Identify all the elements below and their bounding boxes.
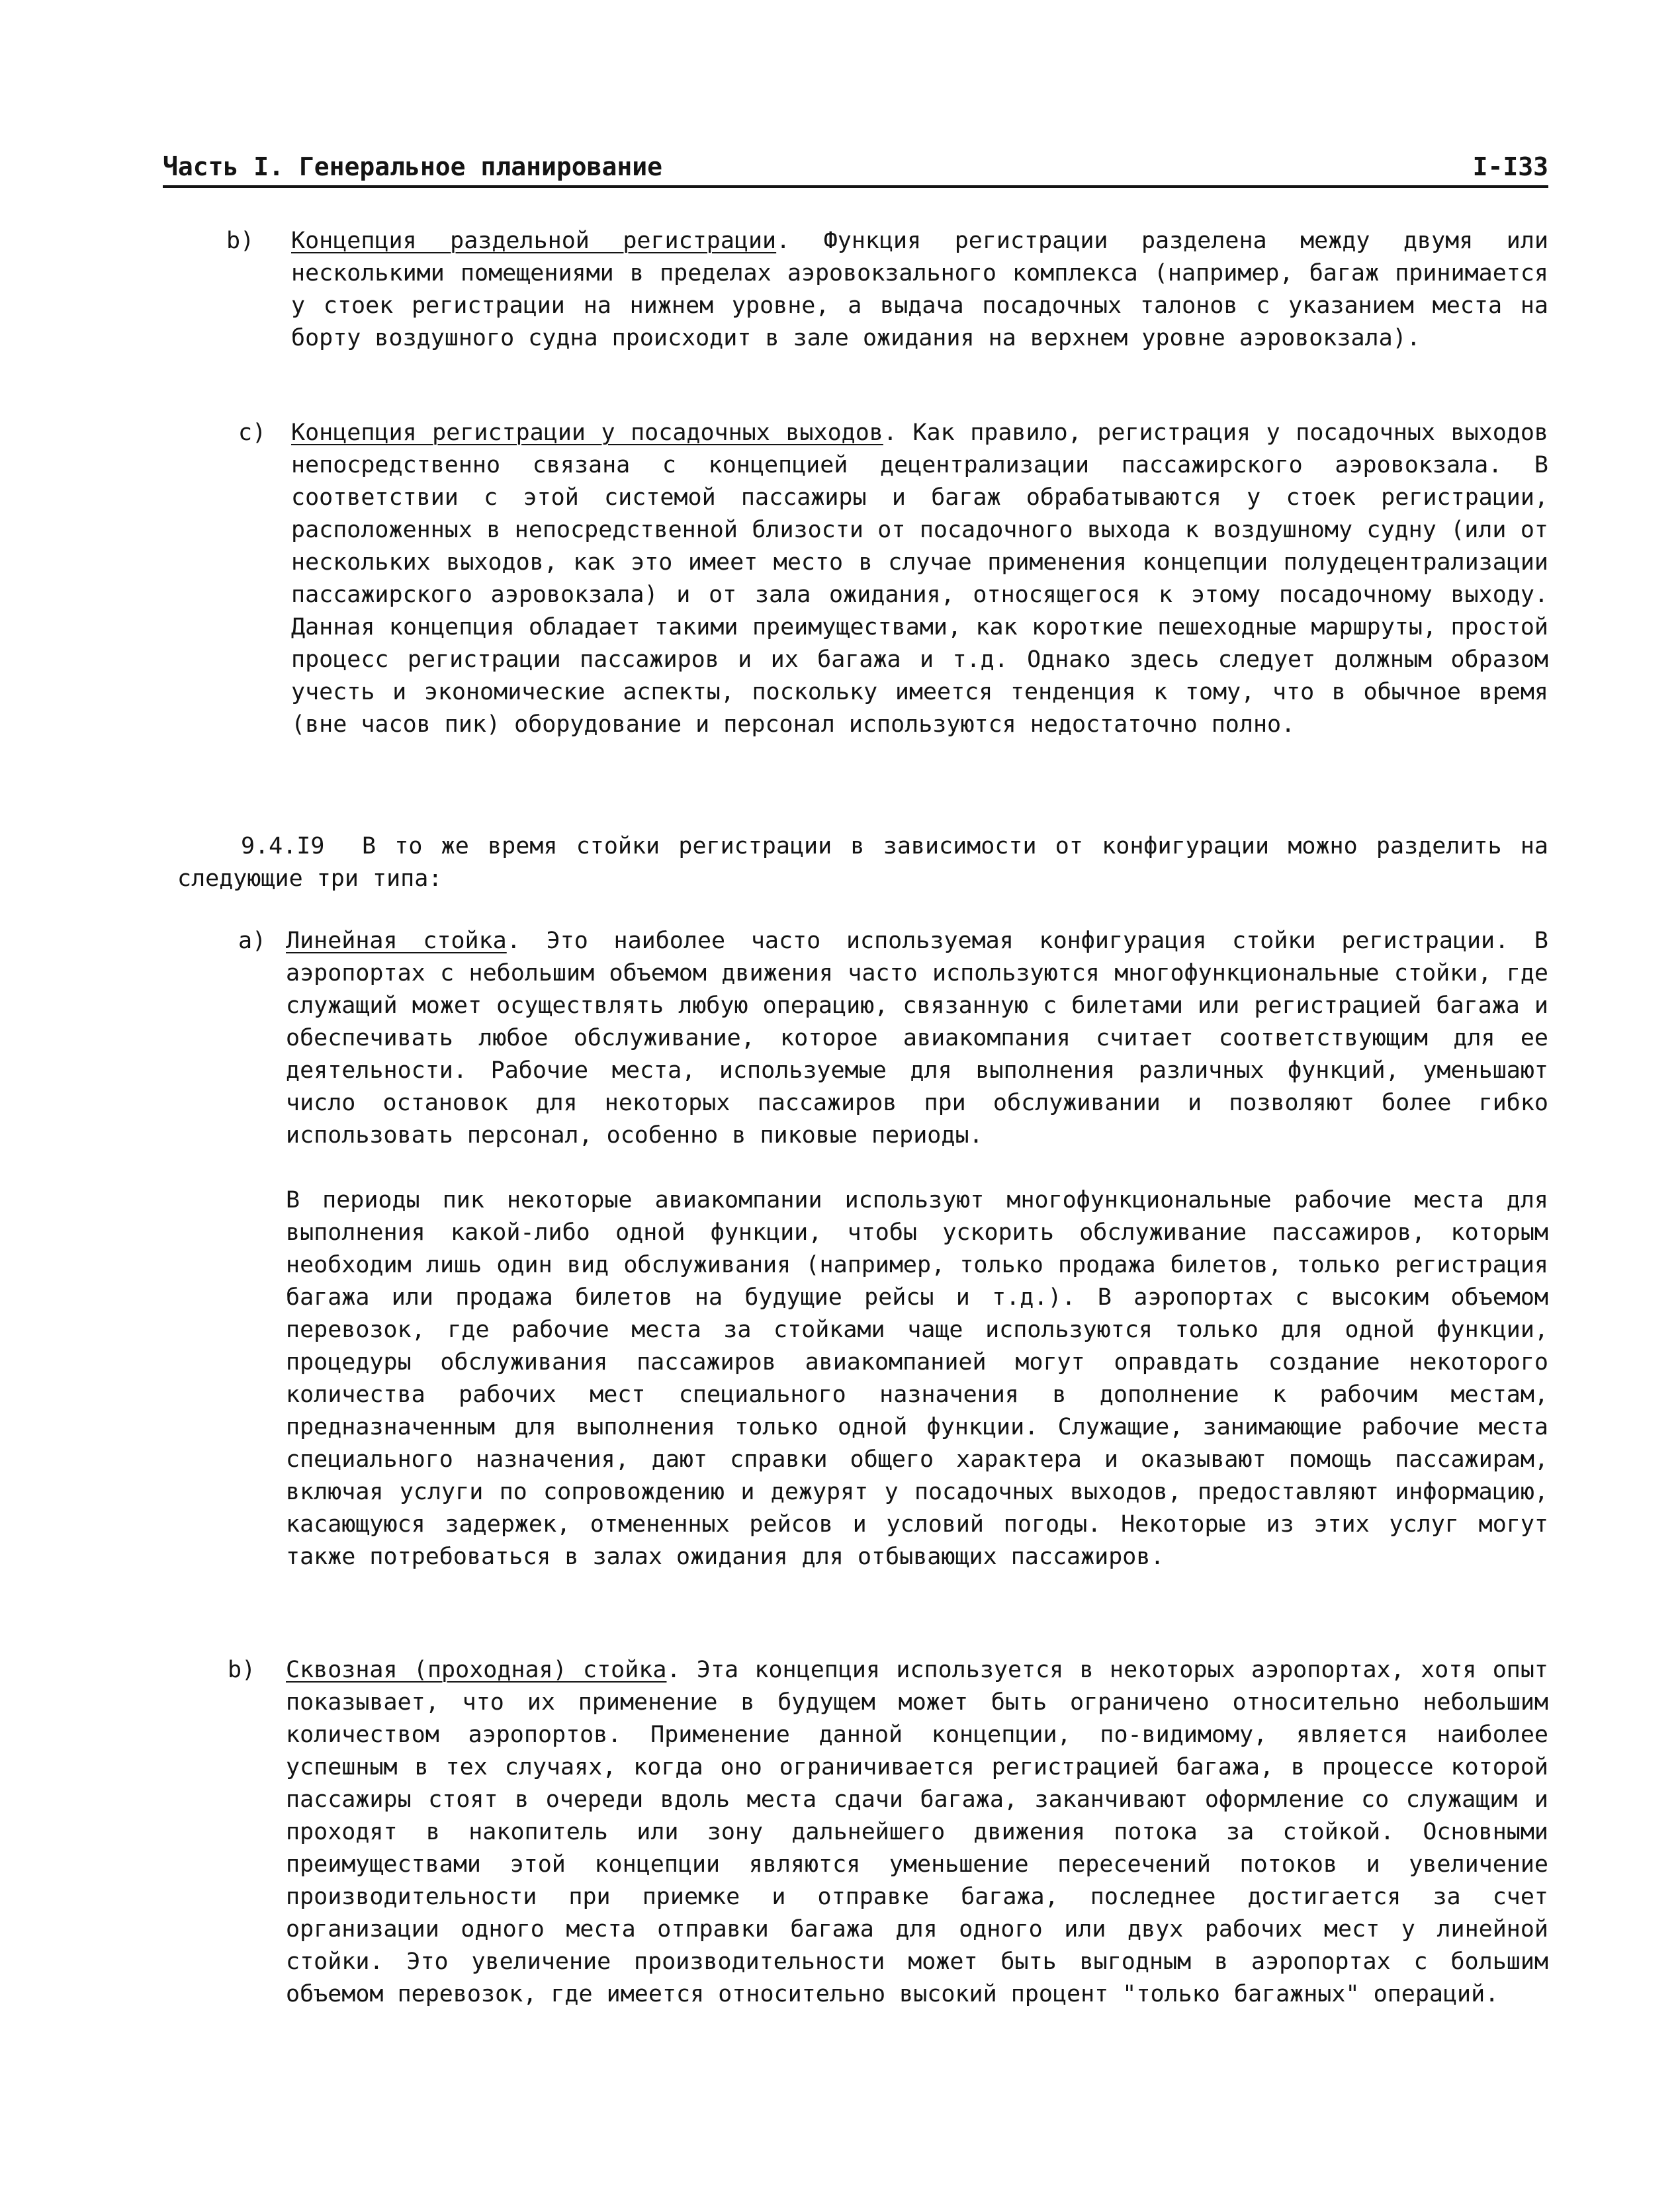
paragraph-9-4-19 — [177, 830, 1548, 895]
item-text: . Как правило, регистрация у посадочных выходов непосредственно связана с концепцией децентрализации пассажирского аэровокзала. В соответствии с этой системой пассажиры и багаж обрабатываются у стоек регистрации, расположенных в непосредственной близости от посадочного выхода к воздушному судну (или от нескольких выходов, как это имеет место в случае применения концепции полудецентрализации пассажирского аэровокзала) и от зала ожидания, относящегося к этому посадочному выходу. Данная концепция обладает такими преимуществами, как короткие пешеходные маршруты, простой процесс регистрации пассажиров и их багажа и т.д. Однако здесь следует должным образом учесть и экономические аспекты, поскольку имеется тенденция к тому, что в обычное время (вне часов пик) оборудование и персонал используются недостаточно полно. — [291, 419, 1548, 738]
header-page-number: I-I33 — [1472, 152, 1548, 181]
list-item-c-gate-checkin — [238, 417, 1548, 741]
paragraph-text: В то же время стойки регистрации в зависимости от конфигурации можно разделить на следующие три типа: — [177, 833, 1548, 892]
list-marker: b) — [228, 1657, 256, 1683]
list-marker: c) — [238, 419, 267, 446]
item-text: . Это наиболее часто используемая конфигурация стойки регистрации. В аэропортах с небольшим объемом движения часто используются многофункциональные стойки, где служащий может осуществлять любую операцию, связанную с билетами или регистрацией багажа и обеспечивать любое обслуживание, которое авиакомпания считает соответствующим для ее деятельности. Рабочие места, используемые для выполнения различных функций, уменьшают число остановок для некоторых пассажиров при обслуживании и позволяют более гибко использовать персонал, особенно в пиковые периоды. — [286, 928, 1548, 1149]
item-body — [286, 1654, 1548, 2011]
paragraph-body — [177, 830, 1548, 895]
item-text: . Эта концепция используется в некоторых аэропортах, хотя опыт показывает, что их применение в будущем может быть ограничено относительно небольшим количеством аэропортов. Применение данной концепции, по-видимому, является наиболее успешным в тех случаях, когда оно ограничивается регистрацией багажа, в процессе которой пассажиры стоят в очереди вдоль места сдачи багажа, заканчивают оформление со служащим и проходят в накопитель или зону дальнейшего движения потока за стойкой. Основными преимуществами этой концепции являются уменьшение пересечений потоков и увеличение производительности при приемке и отправке багажа, последнее достигается за счет организации одного места отправки багажа для одного или двух рабочих мест у линейной стойки. Это увеличение производительности может быть выгодным в аэропортах с большим объемом перевозок, где имеется относительно высокий процент "только багажных" операций. — [286, 1657, 1548, 2007]
item-title: Концепция раздельной регистрации — [291, 228, 777, 254]
list-item-b-pass-through-counter — [228, 1654, 1548, 2011]
header-section-title: Часть I. Генеральное планирование — [163, 152, 662, 181]
item-title: Концепция регистрации у посадочных выходов — [291, 419, 883, 446]
list-item-a-linear-counter — [238, 925, 1548, 1573]
item-text: . Функция регистрации разделена между двумя или несколькими помещениями в пределах аэровокзального комплекса (например, багаж принимается у стоек регистрации на нижнем уровне, а выдача посадочных талонов с указанием места на борту воздушного судна происходит в зале ожидания на верхнем уровне аэровокзала). — [291, 228, 1549, 351]
item-body — [291, 225, 1548, 355]
list-marker: a) — [238, 928, 267, 954]
item-title: Линейная стойка — [286, 928, 507, 954]
item-title: Сквозная (проходная) стойка — [286, 1657, 667, 1683]
list-item-b-separate-checkin — [226, 225, 1549, 355]
item-body — [291, 417, 1548, 741]
item-body — [286, 925, 1548, 1152]
item-body-continued: В периоды пик некоторые авиакомпании используют многофункциональные рабочие места для выполнения какой-либо одной функции, чтобы ускорить обслуживание пассажиров, которым необходим лишь один вид обслуживания (например, только продажа билетов, только регистрация багажа или продажа билетов на будущие рейсы и т.д.). В аэропортах с высоким объемом перевозок, где рабочие места за стойками чаще используются только для одной функции, процедуры обслуживания пассажиров авиакомпанией могут оправдать создание некоторого количества рабочих мест специального назначения в дополнение к рабочим местам, предназначенным для выполнения только одной функции. Служащие, занимающие рабочие места специального назначения, дают справки общего характера и оказывают помощь пассажирам, включая услуги по сопровождению и дежурят у посадочных выходов, предоставляют информацию, касающуюся задержек, отмененных рейсов и условий погоды. Некоторые из этих услуг могут также потребоваться в залах ожидания для отбывающих пассажиров. — [286, 1187, 1548, 1570]
running-header — [163, 151, 1548, 188]
paragraph-number: 9.4.I9 — [241, 833, 325, 859]
list-marker: b) — [226, 228, 255, 254]
